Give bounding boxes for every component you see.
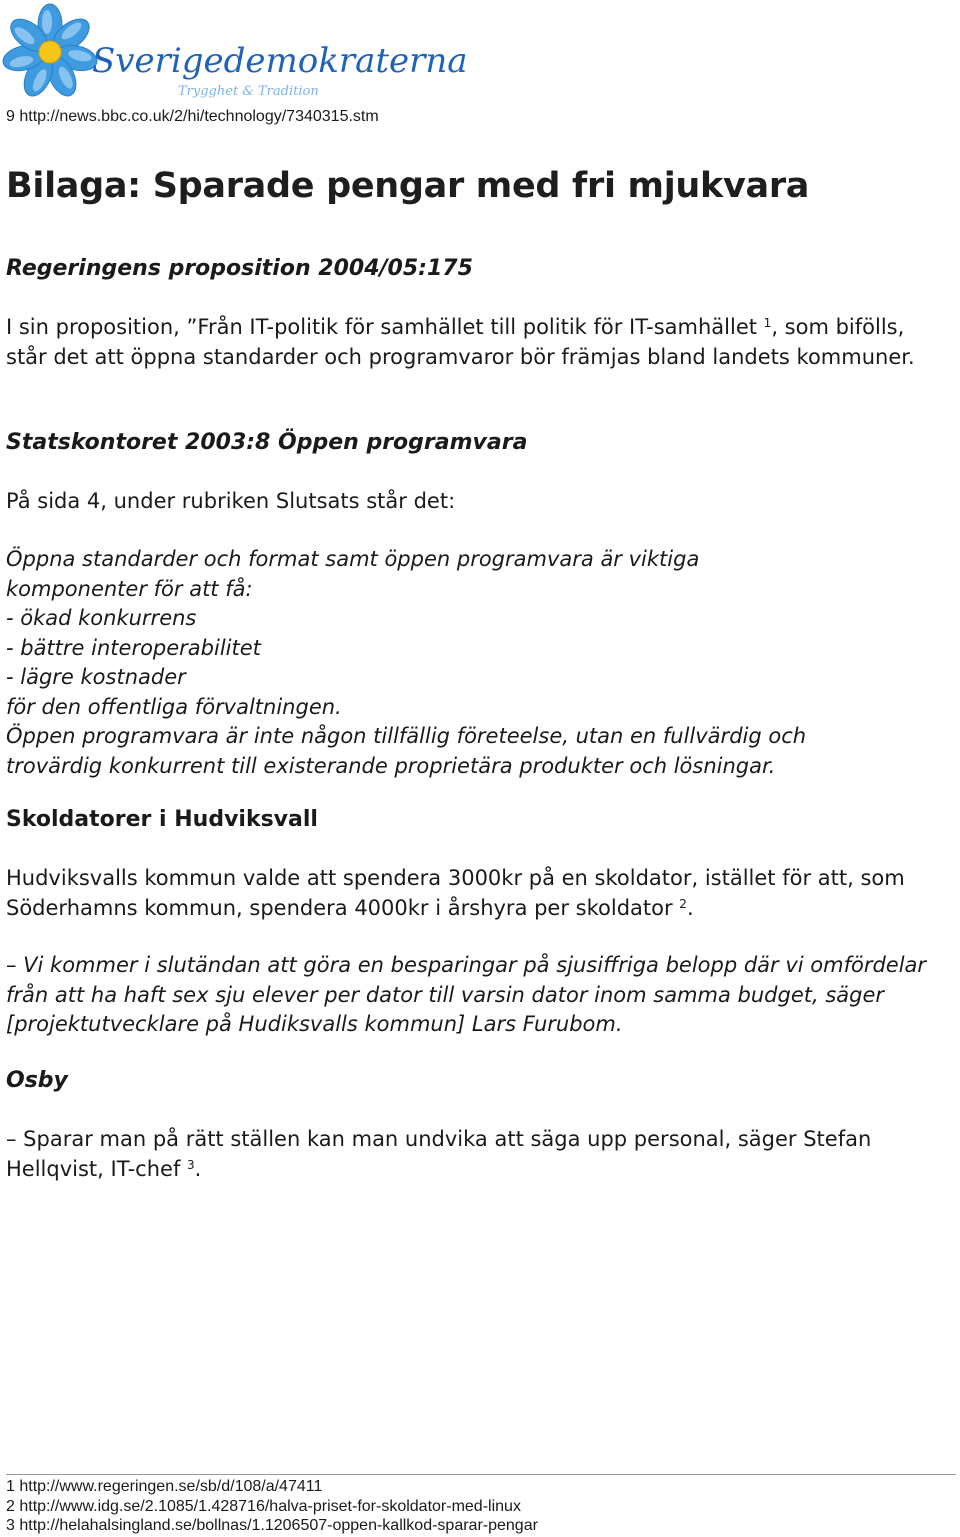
quote-line: - lägre kostnader bbox=[6, 665, 186, 689]
page-title: Bilaga: Sparade pengar med fri mjukvara bbox=[6, 166, 810, 206]
flower-icon bbox=[0, 0, 468, 105]
statskontoret-quote bbox=[6, 545, 934, 781]
logo-tagline: Trygghet & Tradition bbox=[178, 84, 319, 99]
quote-line: - ökad konkurrens bbox=[6, 606, 197, 630]
paragraph-text: , som bifölls, står det att öppna standarder och programvaror bör främjas bland landets kommuner. bbox=[6, 315, 915, 369]
footnote-item: 2 http://www.idg.se/2.1085/1.428716/halva-priset-for-skoldator-med-linux bbox=[6, 1497, 521, 1515]
osby-paragraph bbox=[6, 1125, 934, 1184]
party-logo bbox=[0, 0, 468, 105]
section-heading-hudviksvall: Skoldatorer i Hudviksvall bbox=[6, 807, 318, 832]
footnote-ref: 3 bbox=[187, 1157, 195, 1172]
logo-wordmark: Sverigedemokraterna bbox=[92, 41, 468, 81]
proposition-paragraph bbox=[6, 313, 934, 372]
section-heading-statskontoret: Statskontoret 2003:8 Öppen programvara bbox=[6, 430, 528, 455]
quote-line: Öppen programvara är inte någon tillfällig företeelse, utan en fullvärdig och bbox=[6, 724, 807, 748]
paragraph-text: – Sparar man på rätt ställen kan man undvika att säga upp personal, säger Stefan Hellqvist, IT-chef bbox=[6, 1127, 872, 1181]
paragraph-text: . bbox=[686, 895, 694, 920]
statskontoret-intro: På sida 4, under rubriken Slutsats står det: bbox=[6, 489, 456, 513]
footnote-item: 1 http://www.regeringen.se/sb/d/108/a/47411 bbox=[6, 1478, 323, 1495]
quote-line: Öppna standarder och format samt öppen programvara är viktiga bbox=[6, 547, 700, 571]
section-heading-osby: Osby bbox=[6, 1068, 68, 1093]
quote-line: trovärdig konkurrent till existerande proprietära produkter och lösningar. bbox=[6, 753, 776, 778]
footnote-ref: 1 bbox=[763, 316, 772, 330]
quote-line: för den offentliga förvaltningen. bbox=[6, 694, 342, 719]
paragraph-text: . bbox=[194, 1156, 202, 1181]
footnote-item: 3 http://helahalsingland.se/bollnas/1.1206507-oppen-kallkod-sparar-pengar bbox=[6, 1517, 538, 1534]
hudviksvall-paragraph bbox=[6, 864, 934, 923]
quote-line: - bättre interoperabilitet bbox=[6, 635, 261, 660]
footnote-ref: 2 bbox=[679, 896, 687, 911]
quote-line: komponenter för att få: bbox=[6, 576, 253, 601]
header-footnote: 9 http://news.bbc.co.uk/2/hi/technology/7340315.stm bbox=[6, 108, 379, 125]
paragraph-text: I sin proposition, ”Från IT-politik för samhället till politik för IT-samhället bbox=[6, 315, 764, 339]
paragraph-text: Hudviksvalls kommun valde att spendera 3000kr på en skoldator, istället för att, som Söderhamns kommun, spendera 4000kr i årshyra per skoldator bbox=[6, 866, 905, 920]
footnotes bbox=[6, 1477, 934, 1536]
footnote-divider bbox=[6, 1474, 956, 1475]
hudviksvall-quote: – Vi kommer i slutändan att göra en besparingar på sjusiffriga belopp där vi omfördelar från att ha haft sex sju elever per dator till varsin dator inom samma budget, säger [projektutvecklare på Hudiksvalls kommun] Lars Furubom. bbox=[6, 953, 927, 1036]
section-heading-proposition: Regeringens proposition 2004/05:175 bbox=[6, 256, 473, 281]
